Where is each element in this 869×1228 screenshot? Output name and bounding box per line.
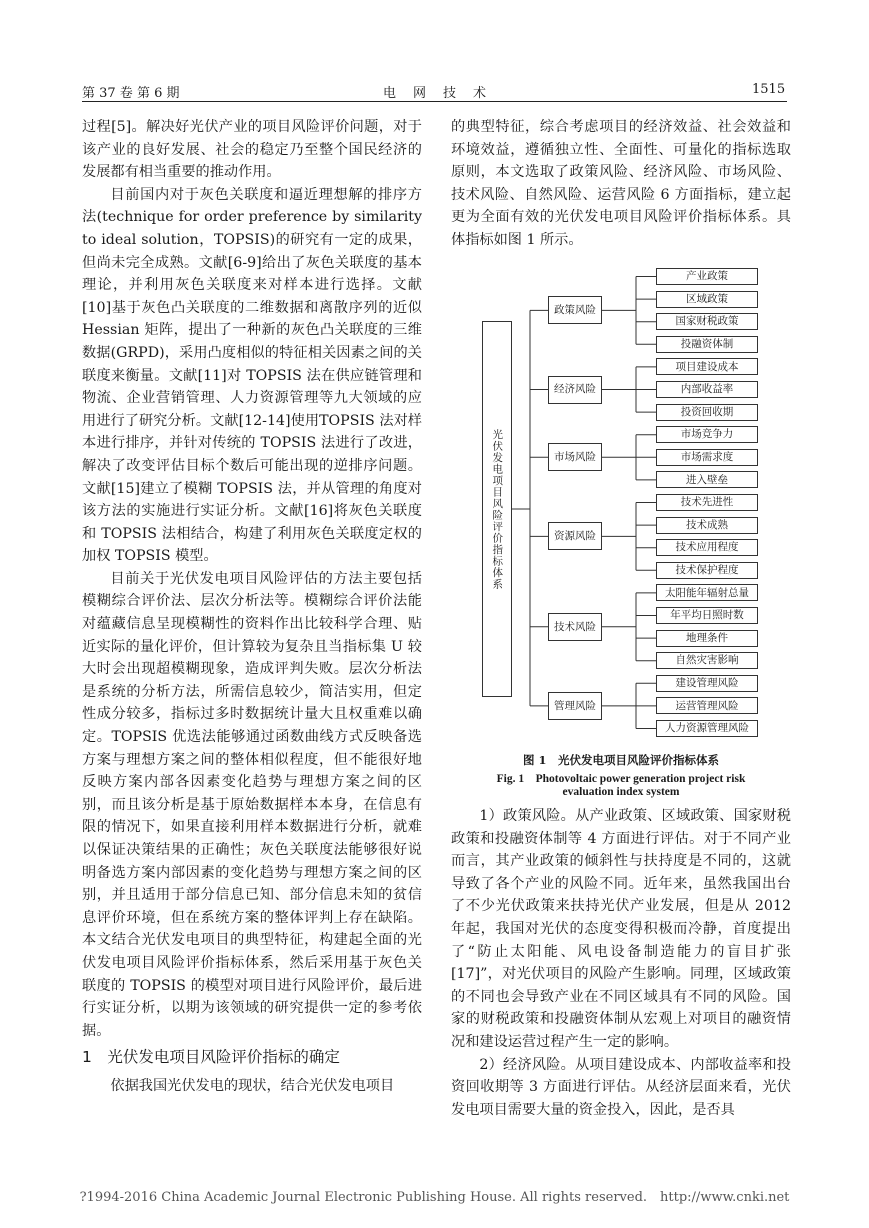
- copyright-footer: ?1994-2016 China Academic Journal Electronic Publishing House. All rights reserved. http://www.cnki.net: [79, 1190, 790, 1205]
- root-node: 光伏发电项目风险评价指标体系: [482, 321, 512, 697]
- figure-caption-cn: 图 1 光伏发电项目风险评价指标体系: [522, 753, 719, 767]
- indicator-node: 项目建设成本: [656, 358, 758, 375]
- indicator-node: 自然灾害影响: [656, 652, 758, 669]
- group-node: 资源风险: [548, 522, 602, 550]
- indicator-node: 进入壁垒: [656, 471, 758, 488]
- indicator-node: 年平均日照时数: [656, 607, 758, 624]
- page-number: 1515: [752, 82, 786, 97]
- right-column-top: [451, 116, 791, 252]
- paragraph: 过程[5]。解决好光伏产业的项目风险评价问题，对于该产业的良好发展、社会的稳定乃至整个国民经济的发展都有相当重要的推动作用。: [82, 119, 422, 181]
- indicator-node: 技术成熟: [656, 517, 758, 534]
- group-node: 市场风险: [548, 443, 602, 471]
- group-node: 管理风险: [548, 692, 602, 720]
- indicator-node: 市场需求度: [656, 449, 758, 466]
- journal-volume: 第 37 卷 第 6 期: [82, 86, 180, 101]
- indicator-node: 人力资源管理风险: [656, 720, 758, 737]
- group-node: 经济风险: [548, 376, 602, 404]
- paragraph: 目前关于光伏发电项目风险评估的方法主要包括模糊综合评价法、层次分析法等。模糊综合评价法能对蕴藏信息呈现模糊性的资料作出比较科学合理、贴近实际的量化评价，但计算较为复杂且当指标集 U 较大时会出现超模糊现象，造成评判失败。层次分析法是系统的分析方法，所需信息较少，简洁实用，但定性成分较多，指标过多时数据统计量大且权重难以确定。TOPSIS 优选法能够通过函数曲线方式反映备选方案与理想方案之间的整体相似程度，但不能很好地反映方案内部各因素变化趋势与理想方案之间的区别，而且该分析是基于原始数据样本本身，在信息有限的情况下，如果直接利用样本数据进行分析，就难以保证决策结果的正确性；灰色关联度法能够很好说明备选方案内部因素的变化趋势与理想方案之间的区别，并且适用于部分信息已知、部分信息未知的贫信息评价环境，但在系统方案的整体评判上存在缺陷。本文结合光伏发电项目的典型特征，构建起全面的光伏发电项目风险评价指标体系，然后采用基于灰色关联度的 TOPSIS 的模型对项目进行风险评价，最后进行实证分析，以期为该领域的研究提供一定的参考依据。: [82, 570, 422, 1039]
- paragraph: 依据我国光伏发电的现状，结合光伏发电项目: [110, 1077, 395, 1094]
- paragraph: 的典型特征，综合考虑项目的经济效益、社会效益和环境效益，遵循独立性、全面性、可量化的指标选取原则，本文选取了政策风险、经济风险、市场风险、技术风险、自然风险、运营风险 6 方面指标，建立起更为全面有效的光伏发电项目风险评价指标体系。具体指标如图 1 所示。: [451, 119, 791, 248]
- indicator-node: 区域政策: [656, 291, 758, 308]
- indicator-node: 地理条件: [656, 630, 758, 647]
- left-column: [82, 116, 422, 1098]
- figure-caption-en-1: Fig. 1 Photovoltaic power generation project risk: [496, 773, 746, 785]
- indicator-node: 建设管理风险: [656, 675, 758, 692]
- header-rule: [82, 101, 787, 102]
- indicator-node: 产业政策: [656, 268, 758, 285]
- indicator-node: 市场竞争力: [656, 426, 758, 443]
- paragraph: 2）经济风险。从项目建设成本、内部收益率和投资回收期等 3 方面进行评估。从经济层面来看，光伏发电项目需要大量的资金投入，因此，是否具: [451, 1056, 791, 1118]
- indicator-node: 投资回收期: [656, 404, 758, 421]
- right-column-bottom: [451, 805, 791, 1121]
- paragraph: 1）政策风险。从产业政策、区域政策、国家财税政策和投融资体制等 4 方面进行评估。对于不同产业而言，其产业政策的倾斜性与扶持度是不同的，这就导致了各个产业的风险不同。近年来，虽然我国出台了不少光伏政策来扶持光伏产业发展，但是从 2012 年起，我国对光伏的态度变得积极而冷静，首度提出了“防止太阳能、风电设备制造能力的盲目扩张[17]”，对光伏项目的风险产生影响。同理，区域政策的不同也会导致产业在不同区域具有不同的风险。国家的财税政策和投融资体制从宏观上对项目的融资情况和建设运营过程产生一定的影响。: [451, 808, 791, 1050]
- indicator-node: 技术应用程度: [656, 539, 758, 556]
- group-node: 技术风险: [548, 613, 602, 641]
- group-node: 政策风险: [548, 296, 602, 324]
- indicator-node: 运营管理风险: [656, 697, 758, 714]
- journal-name: 电 网 技 术: [383, 86, 489, 101]
- paragraph: 目前国内对于灰色关联度和逼近理想解的排序方法(technique for order preference by similarity to ideal solution，TOPSIS)的研究有一定的成果，但尚未完全成熟。文献[6-9]给出了灰色关联度的基本理论，并利用灰色关联度来对样本进行选择。文献[10]基于灰色凸关联度的二维数据和离散序列的近似Hessian 矩阵，提出了一种新的灰色凸关联度的三维数据(GRPD)，采用凸度相似的特征相关因素之间的关联度来衡量。文献[11]对 TOPSIS 法在供应链管理和物流、企业营销管理、人力资源管理等九大领域的应用进行了研究分析。文献[12-14]使用TOPSIS 法对样本进行排序，并针对传统的 TOPSIS 法进行了改进，解决了改变评估目标个数后可能出现的逆排序问题。文献[15]建立了模糊 TOPSIS 法，并从管理的角度对该方法的实施进行实证分析。文献[16]将灰色关联度和 TOPSIS 法相结合，构建了利用灰色关联度定权的加权 TOPSIS 模型。: [82, 186, 422, 565]
- indicator-node: 太阳能年辐射总量: [656, 584, 758, 601]
- figure-index-system: [470, 262, 770, 742]
- indicator-node: 技术先进性: [656, 494, 758, 511]
- indicator-node: 技术保护程度: [656, 562, 758, 579]
- indicator-node: 国家财税政策: [656, 313, 758, 330]
- figure-caption-en-2: evaluation index system: [562, 786, 680, 798]
- indicator-node: 投融资体制: [656, 336, 758, 353]
- indicator-node: 内部收益率: [656, 381, 758, 398]
- section-heading: 1 光伏发电项目风险评价指标的确定: [82, 1048, 340, 1067]
